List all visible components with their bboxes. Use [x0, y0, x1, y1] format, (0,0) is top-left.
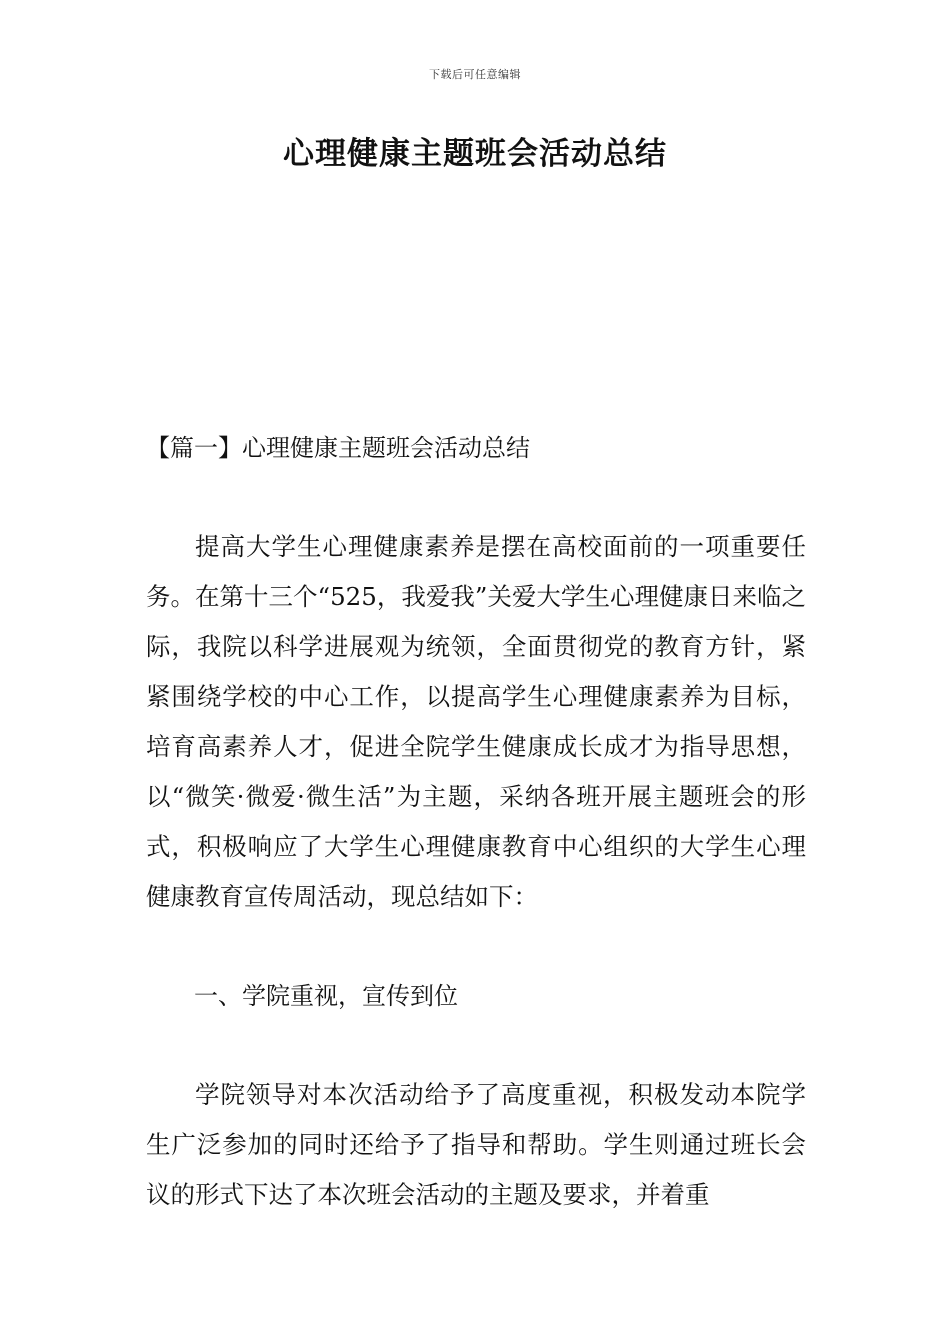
section-heading: 【篇一】心理健康主题班会活动总结 — [146, 434, 530, 462]
paragraph-school-attention: 学院领导对本次活动给予了高度重视，积极发动本院学生广泛参加的同时还给予了指导和帮助。学生则通过班长会议的形式下达了本次班会活动的主题及要求，并着重 — [146, 1080, 806, 1209]
paragraph-intro: 提高大学生心理健康素养是摆在高校面前的一项重要任务。在第十三个“525，我爱我”关爱大学生心理健康日来临之际，我院以科学进展观为统领，全面贯彻党的教育方针，紧紧围绕学校的中心工作，以提高学生心理健康素养为目标，培育高素养人才，促进全院学生健康成长成才为指导思想，以“微笑·微爱·微生活”为主题，采纳各班开展主题班会的形式，积极响应了大学生心理健康教育中心组织的大学生心理健康教育宣传周活动，现总结如下： — [146, 532, 806, 911]
subheading-school-attention: 一、学院重视，宣传到位 — [194, 982, 458, 1010]
header-note: 下载后可任意编辑 — [429, 68, 521, 81]
body-text-block-2 — [146, 1070, 806, 1220]
document-title: 心理健康主题班会活动总结 — [283, 136, 667, 172]
body-text-block-1 — [146, 522, 806, 922]
